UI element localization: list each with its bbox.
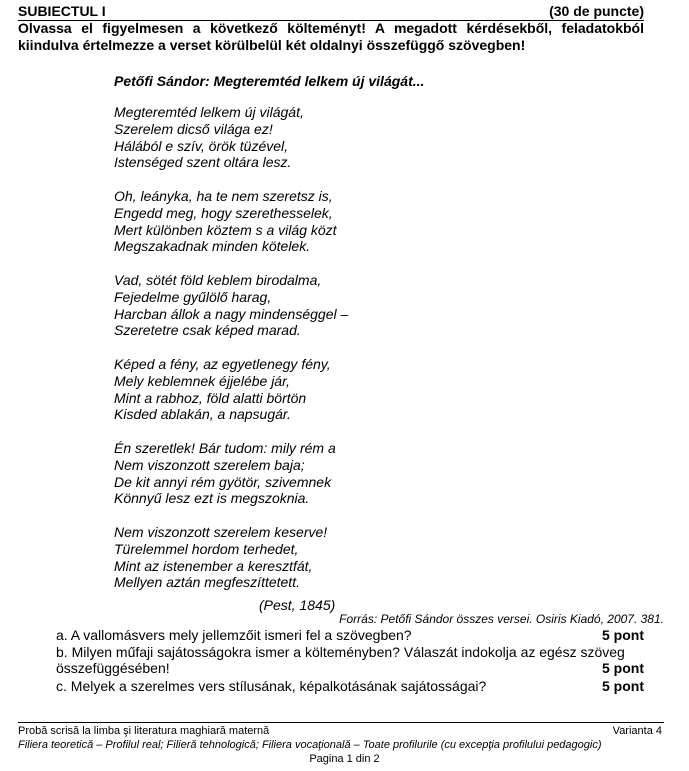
poem-line: Nem viszonzott szerelem keserve! — [114, 524, 328, 540]
stanza-4 — [114, 356, 331, 423]
poem-title: Petőfi Sándor: Megteremtéd lelkem új világát... — [114, 73, 425, 89]
poem-line: Nem viszonzott szerelem baja; — [114, 456, 305, 473]
page-header — [18, 3, 644, 21]
poem-line: Megszakadnak minden kötelek. — [114, 238, 311, 255]
stanza-6 — [114, 524, 327, 591]
poem-line: Oh, leányka, ha te nem szeretsz is, — [114, 188, 333, 204]
question-points: 5 pont — [602, 678, 644, 694]
poem-line: Mint az istenember a keresztfát, — [114, 557, 313, 574]
stanza-3 — [114, 272, 348, 339]
poem-line: Fejedelme gyűlölő harag, — [114, 288, 272, 305]
footer-variant: Varianta 4 — [612, 725, 662, 737]
poem-line: Megteremtéd lelkem új világát, — [114, 104, 304, 120]
stanza-1 — [114, 104, 304, 171]
question-text: c. Melyek a szerelmes vers stílusának, képalkotásának sajátosságai? — [56, 678, 487, 694]
poem-line: Én szeretlek! Bár tudom: mily rém a — [114, 440, 336, 456]
poem-line: Szeretetre csak képed marad. — [114, 322, 301, 339]
subject-label: SUBIECTUL I — [18, 3, 106, 19]
poem-line: Szerelem dicső világa ez! — [114, 120, 273, 137]
stanza-2 — [114, 188, 337, 255]
poem-line: Kisded ablakán, a napsugár. — [114, 406, 291, 423]
footer-page-number: Pagina 1 din 2 — [309, 753, 380, 765]
footer-exam: Probă scrisă la limba şi literatura maghiară maternă — [18, 725, 270, 737]
points-label: (30 de puncte) — [549, 3, 644, 19]
poem-line: Könnyű lesz ezt is megszoknia. — [114, 490, 310, 507]
question-points: 5 pont — [602, 627, 644, 643]
poem-line: Türelemmel hordom terhedet, — [114, 540, 299, 557]
question-points: 5 pont — [602, 660, 644, 676]
footer-divider — [18, 722, 664, 723]
poem-date: (Pest, 1845) — [259, 597, 336, 613]
question-a — [56, 627, 644, 643]
poem-line: Harcban állok a nagy mindenséggel – — [114, 305, 349, 322]
question-c — [56, 678, 644, 694]
poem-line: Mely keblemnek éjjelébe jár, — [114, 372, 290, 389]
question-b — [56, 644, 644, 676]
poem-line: Istenséged szent oltára lesz. — [114, 154, 292, 171]
footer-profiles: Filiera teoretică – Profilul real; Filieră tehnologică; Filiera vocaţională – Toate profilurile (cu excepţia profilului pedagogic) — [18, 739, 602, 751]
poem-line: Vad, sötét föld keblem birodalma, — [114, 272, 322, 288]
question-text: a. A vallomásvers mely jellemzőit ismeri fel a szövegben? — [56, 627, 412, 643]
poem-line: Mellyen aztán megfeszíttetett. — [114, 574, 300, 591]
poem-line: Hálából e szív, örök tüzével, — [114, 137, 289, 154]
poem-line: Mint a rabhoz, föld alatti börtön — [114, 389, 307, 406]
footer-exam-row — [18, 725, 662, 737]
stanza-5 — [114, 440, 336, 507]
poem-line: Mert különben köztem s a világ közt — [114, 221, 337, 238]
question-text: b. Milyen műfaji sajátosságokra ismer a költeményben? Válaszát indokolja az egész szöveg összefüggésében! — [56, 644, 625, 676]
poem-line: De kit annyi rém gyötör, szivemnek — [114, 473, 332, 490]
poem-line: Képed a fény, az egyetlenegy fény, — [114, 356, 331, 372]
poem-source: Forrás: Petőfi Sándor összes versei. Osiris Kiadó, 2007. 381. — [339, 612, 664, 626]
poem-line: Engedd meg, hogy szerethesselek, — [114, 204, 333, 221]
instructions: Olvassa el figyelmesen a következő költeményt! A megadott kérdésekből, feladatokból kiindulva értelmezze a verset körülbelül két oldalnyi összefüggő szövegben! — [18, 20, 644, 53]
